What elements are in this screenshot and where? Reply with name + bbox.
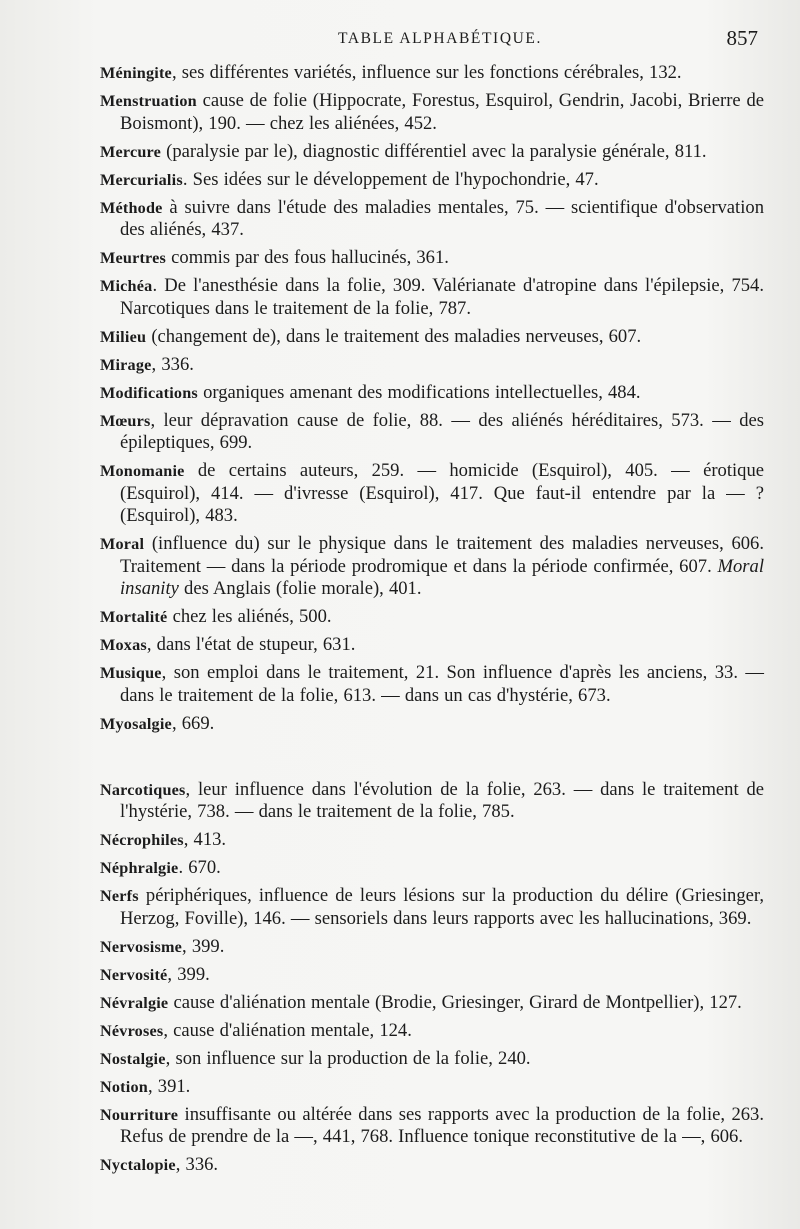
page-header bbox=[0, 26, 800, 56]
index-entry bbox=[100, 857, 764, 880]
section-gap bbox=[100, 741, 764, 779]
entry-text: , 413. bbox=[183, 829, 227, 850]
entry-text: , son influence sur la production de la folie, 240. bbox=[165, 1047, 531, 1069]
entry-heading: Nécrophiles bbox=[100, 831, 184, 849]
entry-heading: Menstruation bbox=[100, 92, 197, 110]
entry-heading: Mirage bbox=[100, 355, 152, 374]
entry-text: cause de folie (Hippocrate, Forestus, Esquirol, Gendrin, Jacobi, Brierre de Boismont), 190. — chez les aliénées, 452. bbox=[120, 90, 764, 134]
entry-text: périphériques, influence de leurs lésions sur la production du délire (Griesinger, Herzog, Foville), 146. — sensoriels dans leurs rapports avec les hallucinations, 369. bbox=[120, 885, 764, 929]
entry-text: organiques amenant des modifications intellectuelles, 484. bbox=[197, 381, 641, 403]
index-entry bbox=[100, 90, 764, 135]
entry-heading: Nourriture bbox=[100, 1105, 179, 1124]
index-entry bbox=[100, 326, 764, 349]
entry-heading: Moxas bbox=[100, 636, 147, 654]
entry-heading: Michéa bbox=[100, 277, 153, 295]
entry-heading: Myosalgie bbox=[100, 714, 172, 733]
entry-heading: Névralgie bbox=[100, 993, 169, 1012]
entry-heading: Nerfs bbox=[100, 887, 139, 905]
index-entry bbox=[100, 460, 764, 528]
index-entry bbox=[100, 1076, 764, 1099]
entry-text: (changement de), dans le traitement des maladies nerveuses, 607. bbox=[146, 325, 642, 347]
index-entry bbox=[100, 1104, 764, 1149]
index-entry bbox=[100, 533, 764, 601]
entry-heading: Névroses bbox=[100, 1021, 164, 1040]
index-entry bbox=[100, 606, 764, 629]
entry-italic-term: Moral insanity bbox=[120, 555, 764, 599]
entry-heading: Modifications bbox=[100, 383, 198, 402]
index-entry bbox=[100, 936, 764, 959]
entry-text: à suivre dans l'étude des maladies mentales, 75. — scientifique d'observation des aliénés, 437. bbox=[120, 196, 764, 240]
entry-text: , 399. bbox=[167, 963, 210, 985]
index-entry bbox=[100, 62, 764, 85]
index-entry bbox=[100, 382, 764, 405]
entry-text: , 391. bbox=[147, 1075, 191, 1097]
entry-text: , 336. bbox=[151, 353, 194, 375]
entry-heading: Mercurialis bbox=[100, 170, 183, 189]
entry-heading: Musique bbox=[100, 664, 162, 682]
entry-text: , son emploi dans le traitement, 21. Son influence d'après les anciens, 33. — dans le traitement de la folie, 613. — dans un cas d'hystérie, 673. bbox=[120, 662, 764, 706]
entry-text: cause d'aliénation mentale (Brodie, Griesinger, Girard de Montpellier), 127. bbox=[168, 991, 742, 1013]
entry-text: , ses différentes variétés, influence sur les fonctions cérébrales, 132. bbox=[171, 62, 682, 83]
index-entry bbox=[100, 169, 764, 192]
entry-text: des Anglais (folie morale), 401. bbox=[178, 578, 422, 599]
index-entry bbox=[100, 964, 764, 987]
entry-text: . De l'anesthésie dans la folie, 309. Valérianate d'atropine dans l'épilepsie, 754. Narcotiques dans le traitement de la folie, 787. bbox=[120, 275, 764, 319]
index-entry bbox=[100, 1154, 764, 1177]
index-entry bbox=[100, 410, 764, 455]
entry-text: . Ses idées sur le développement de l'hypochondrie, 47. bbox=[182, 168, 599, 190]
entry-heading: Nervosité bbox=[100, 965, 168, 984]
entry-heading: Meurtres bbox=[100, 249, 167, 267]
index-section-m bbox=[100, 62, 764, 735]
entry-heading: Méningite bbox=[100, 64, 172, 82]
entry-heading: Notion bbox=[100, 1077, 148, 1096]
entry-heading: Milieu bbox=[100, 327, 147, 346]
entry-text: , 336. bbox=[175, 1154, 219, 1175]
index-entries bbox=[100, 62, 764, 1182]
running-title: TABLE ALPHABÉTIQUE. bbox=[338, 30, 542, 47]
entry-text: (paralysie par le), diagnostic différentiel avec la paralysie générale, 811. bbox=[161, 140, 707, 162]
entry-text: chez les aliénés, 500. bbox=[167, 606, 332, 627]
entry-text: (influence du) sur le physique dans le traitement des maladies nerveuses, 606. Traitement — dans la période prodromique et dans la période confirmée, 607. bbox=[120, 533, 764, 577]
index-entry bbox=[100, 992, 764, 1015]
index-section-n bbox=[100, 779, 764, 1177]
entry-heading: Narcotiques bbox=[100, 780, 186, 799]
entry-text: , leur dépravation cause de folie, 88. — des aliénés héréditaires, 573. — des épileptiques, 699. bbox=[120, 409, 764, 453]
entry-heading: Mortalité bbox=[100, 608, 168, 626]
entry-heading: Nostalgie bbox=[100, 1049, 166, 1068]
index-entry bbox=[100, 829, 764, 852]
index-entry bbox=[100, 713, 764, 736]
page-number: 857 bbox=[726, 26, 758, 50]
entry-text: , 399. bbox=[182, 935, 225, 957]
entry-heading: Méthode bbox=[100, 198, 163, 217]
index-entry bbox=[100, 354, 764, 377]
entry-text: , 669. bbox=[171, 712, 215, 734]
entry-text: insuffisante ou altérée dans ses rapports avec la production de la folie, 263. Refus de prendre de la —, 441, 768. Influence tonique reconstitutive de la —, 606. bbox=[120, 1103, 764, 1147]
index-entry bbox=[100, 197, 764, 242]
entry-heading: Nyctalopie bbox=[100, 1156, 176, 1174]
index-entry bbox=[100, 247, 764, 270]
index-entry bbox=[100, 141, 764, 164]
entry-heading: Mercure bbox=[100, 142, 162, 161]
entry-text: , dans l'état de stupeur, 631. bbox=[146, 634, 356, 655]
index-entry bbox=[100, 779, 764, 824]
index-entry bbox=[100, 275, 764, 320]
entry-text: . 670. bbox=[178, 857, 221, 878]
entry-heading: Moral bbox=[100, 535, 145, 553]
entry-heading: Mœurs bbox=[100, 411, 151, 430]
entry-text: , leur influence dans l'évolution de la folie, 263. — dans le traitement de l'hystérie, 738. — dans le traitement de la folie, 785. bbox=[120, 778, 764, 822]
entry-heading: Néphralgie bbox=[100, 859, 179, 877]
entry-heading: Nervosisme bbox=[100, 937, 183, 956]
entry-text: de certains auteurs, 259. — homicide (Esquirol), 405. — érotique (Esquirol), 414. — d'ivresse (Esquirol), 417. Que faut-il entendre par la — ? (Esquirol), 483. bbox=[120, 460, 764, 526]
index-entry bbox=[100, 662, 764, 707]
entry-text: , cause d'aliénation mentale, 124. bbox=[163, 1019, 412, 1041]
index-entry bbox=[100, 885, 764, 930]
index-entry bbox=[100, 1020, 764, 1043]
entry-text: commis par des fous hallucinés, 361. bbox=[166, 247, 449, 268]
entry-heading: Monomanie bbox=[100, 462, 185, 480]
index-entry bbox=[100, 634, 764, 657]
index-entry bbox=[100, 1048, 764, 1071]
